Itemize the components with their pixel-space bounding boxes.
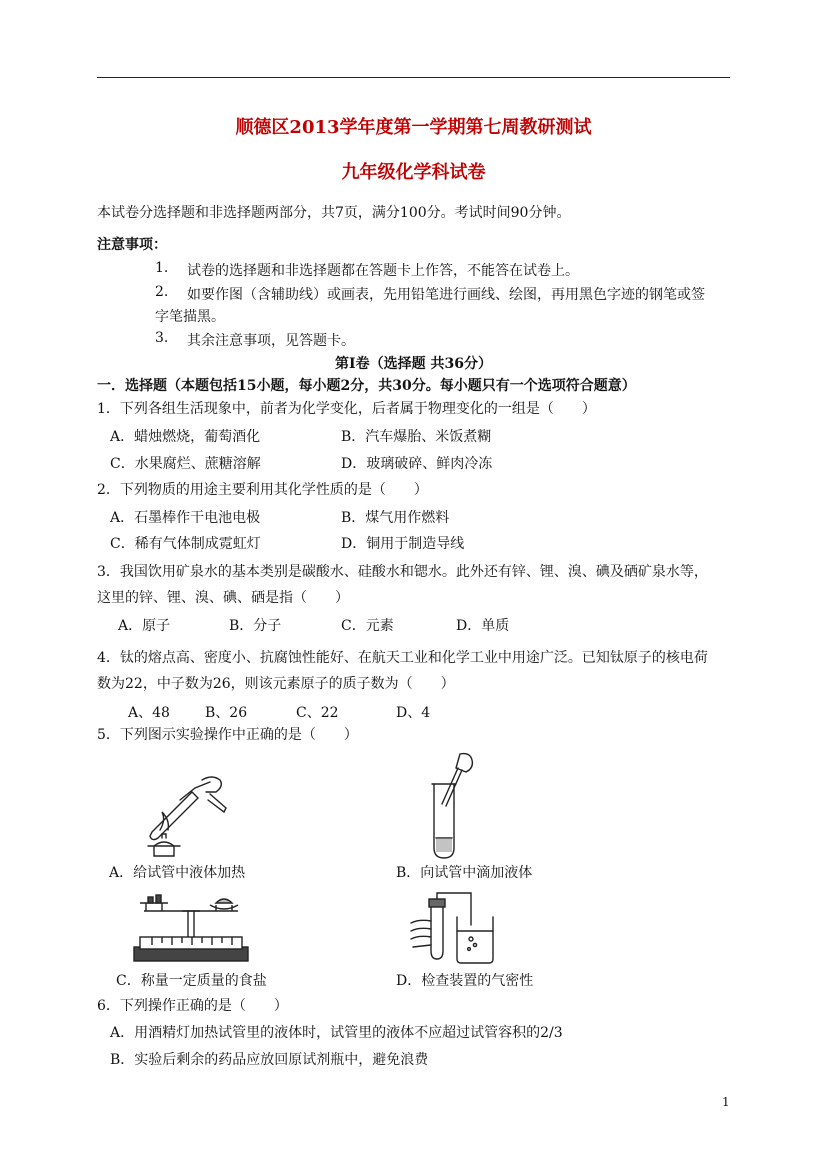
q5-option-b: B．向试管中滴加液体 [396, 865, 533, 881]
q6-option-b: B．实验后剩余的药品应放回原试剂瓶中，避免浪费 [110, 1052, 429, 1068]
section-heading: 第Ⅰ卷（选择题 共36分） [335, 356, 492, 372]
q3-option-b: B．分子 [229, 618, 282, 634]
q3-option-d: D．单质 [456, 618, 510, 634]
exam-subtitle: 九年级化学科试卷 [341, 162, 486, 183]
q4-stem: 4．钛的熔点高、密度小、抗腐蚀性能好、在航天工业和化学工业中用途广泛。已知钛原子的核电荷 [97, 650, 708, 666]
q2-option-c: C．稀有气体制成霓虹灯 [110, 536, 261, 552]
q5-option-a: A．给试管中液体加热 [109, 865, 246, 881]
q6-option-a: A．用酒精灯加热试管里的液体时，试管里的液体不应超过试管容积的2/3 [110, 1025, 563, 1041]
q3-option-c: C．元素 [341, 618, 394, 634]
exam-title: 顺德区2013学年度第一学期第七周教研测试 [235, 117, 592, 138]
q3-option-a: A．原子 [118, 618, 171, 634]
q1-option-d: D．玻璃破碎、鲜肉冷冻 [341, 456, 493, 472]
q2-stem: 2．下列物质的用途主要利用其化学性质的是（ ） [97, 482, 428, 498]
note-1-num: 1. [155, 260, 169, 276]
note-2-text-cont: 字笔描黑。 [155, 309, 225, 325]
part1-heading: 一．选择题（本题包括15小题，每小题2分，共30分。每小题只有一个选项符合题意） [97, 378, 636, 394]
q2-option-d: D．铜用于制造导线 [341, 536, 465, 552]
q5-option-c: C．称量一定质量的食盐 [116, 973, 267, 989]
q2-option-a: A．石墨棒作干电池电极 [110, 510, 261, 526]
q2-option-b: B．煤气用作燃料 [341, 510, 450, 526]
note-1-text: 试卷的选择题和非选择题都在答题卡上作答，不能答在试卷上。 [187, 263, 579, 279]
q1-stem: 1．下列各组生活现象中，前者为化学变化，后者属于物理变化的一组是（ ） [97, 401, 596, 417]
q5-option-d: D．检查装置的气密性 [396, 973, 534, 989]
note-3-text: 其余注意事项，见答题卡。 [187, 333, 355, 349]
notes-heading: 注意事项： [97, 237, 167, 253]
q4-option-a: A、48 [128, 705, 170, 721]
q4-option-c: C、22 [296, 705, 339, 721]
airtightness-check-figure [405, 893, 501, 965]
note-2-text: 如要作图（含辅助线）或画表，先用铅笔进行画线、绘图，再用黑色字迹的钢笔或签 [187, 287, 705, 303]
q5-stem: 5．下列图示实验操作中正确的是（ ） [97, 727, 358, 743]
q6-stem: 6．下列操作正确的是（ ） [97, 998, 288, 1014]
note-3-num: 3. [155, 330, 169, 346]
test-tube-heating-figure [140, 770, 235, 860]
q3-stem: 3．我国饮用矿泉水的基本类别是碳酸水、硅酸水和锶水。此外还有锌、锂、溴、碘及硒矿泉水等， [97, 564, 708, 580]
dropper-test-tube-figure [420, 752, 480, 862]
header-rule [97, 77, 730, 78]
page-number: 1 [722, 1095, 730, 1109]
q4-option-d: D、4 [396, 705, 431, 721]
q3-stem-cont: 这里的锌、锂、溴、碘、硒是指（ ） [97, 590, 349, 606]
intro-text: 本试卷分选择题和非选择题两部分，共7页，满分100分。考试时间90分钟。 [97, 205, 571, 221]
q4-stem-cont: 数为22，中子数为26，则该元素原子的质子数为（ ） [97, 676, 455, 692]
balance-scale-figure [132, 893, 252, 965]
note-2-num: 2. [155, 284, 169, 300]
q1-option-b: B．汽车爆胎、米饭煮糊 [341, 429, 492, 445]
q1-option-a: A．蜡烛燃烧，葡萄酒化 [110, 429, 261, 445]
q1-option-c: C．水果腐烂、蔗糖溶解 [110, 456, 261, 472]
q4-option-b: B、26 [205, 705, 248, 721]
